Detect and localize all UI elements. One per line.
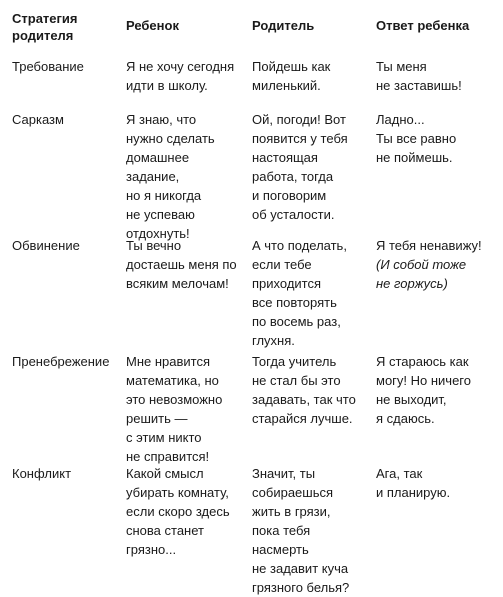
response-text-line: и планирую.	[376, 485, 451, 500]
child-text-line: убирать комнату,	[126, 485, 229, 500]
table-cell-response	[376, 464, 498, 502]
strategy-text-line: Конфликт	[12, 466, 72, 481]
child-text-line: Я не хочу сегодня	[126, 59, 235, 74]
parent-text-line: и поговорим	[252, 188, 327, 203]
table-cell-child	[126, 236, 248, 293]
table-cell-child	[126, 110, 248, 243]
child-text-line: если скоро здесь	[126, 504, 230, 519]
table-cell-strategy	[12, 57, 122, 76]
table-cell-child	[126, 464, 248, 559]
response-text-line: не выходит,	[376, 392, 447, 407]
child-text-line: нужно сделать	[126, 131, 215, 146]
table-cell-strategy	[12, 464, 122, 483]
parent-text-line: А что поделать,	[252, 238, 347, 253]
parent-text-line: глухня.	[252, 333, 295, 348]
child-text-line: решить —	[126, 411, 188, 426]
child-text-line: задание,	[126, 169, 180, 184]
parent-text-line: работа, тогда	[252, 169, 334, 184]
table-cell-response	[376, 57, 498, 95]
response-text-line: Ты все равно	[376, 131, 457, 146]
child-text-line: всяким мелочам!	[126, 276, 229, 291]
child-text-line: достаешь меня по	[126, 257, 237, 272]
child-text-line: математика, но	[126, 373, 219, 388]
table-cell-response	[376, 110, 498, 167]
table-cell-parent	[252, 352, 372, 428]
child-text-line: Какой смысл	[126, 466, 204, 481]
table-cell-child	[126, 57, 248, 95]
response-note-line: не горжусь)	[376, 276, 448, 291]
header-strategy-line: родителя	[12, 28, 74, 43]
parent-text-line: старайся лучше.	[252, 411, 353, 426]
header-child: Ребенок	[126, 18, 179, 33]
response-text-line: не заставишь!	[376, 78, 462, 93]
strategy-text-line: Обвинение	[12, 238, 80, 253]
child-text-line: домашнее	[126, 150, 190, 165]
table-cell-parent	[252, 464, 372, 597]
table-cell-response	[376, 236, 498, 293]
table-cell-strategy	[12, 110, 122, 129]
parent-text-line: Пойдешь как	[252, 59, 331, 74]
parent-text-line: Значит, ты	[252, 466, 316, 481]
parent-text-line: об усталости.	[252, 207, 335, 222]
table-cell-strategy	[12, 236, 122, 255]
strategy-text-line: Сарказм	[12, 112, 64, 127]
response-text-line: Я тебя ненавижу!	[376, 238, 482, 253]
response-text-line: я сдаюсь.	[376, 411, 435, 426]
child-text-line: не справится!	[126, 449, 210, 464]
strategy-text-line: Пренебрежение	[12, 354, 110, 369]
child-text-line: Я знаю, что	[126, 112, 197, 127]
child-text-line: грязно...	[126, 542, 177, 557]
parent-text-line: задавать, так что	[252, 392, 356, 407]
parent-text-line: по восемь раз,	[252, 314, 341, 329]
table-cell-parent	[252, 57, 372, 95]
child-text-line: Мне нравится	[126, 354, 211, 369]
parent-text-line: Ой, погоди! Вот	[252, 112, 346, 127]
parent-text-line: жить в грязи,	[252, 504, 331, 519]
header-strategy	[12, 10, 122, 44]
response-text-line: могу! Но ничего	[376, 373, 471, 388]
parent-text-line: не задавит куча	[252, 561, 349, 576]
parent-text-line: Тогда учитель	[252, 354, 337, 369]
table-cell-parent	[252, 236, 372, 350]
child-text-line: идти в школу.	[126, 78, 208, 93]
parent-text-line: настоящая	[252, 150, 318, 165]
response-text-line: Ага, так	[376, 466, 423, 481]
child-text-line: снова станет	[126, 523, 204, 538]
child-text-line: Ты вечно	[126, 238, 182, 253]
header-strategy-line: Стратегия	[12, 11, 78, 26]
header-parent: Родитель	[252, 18, 315, 33]
table-cell-strategy	[12, 352, 122, 371]
parent-text-line: насмерть	[252, 542, 309, 557]
response-text-line: Я стараюсь как	[376, 354, 469, 369]
child-text-line: отдохнуть!	[126, 226, 190, 241]
parent-text-line: не стал бы это	[252, 373, 341, 388]
parent-text-line: миленький.	[252, 78, 321, 93]
response-text-line: не поймешь.	[376, 150, 453, 165]
response-text-line: Ты меня	[376, 59, 427, 74]
parent-text-line: появится у тебя	[252, 131, 348, 146]
response-note-line: (И собой тоже	[376, 257, 467, 272]
table-cell-parent	[252, 110, 372, 224]
parent-text-line: собираешься	[252, 485, 334, 500]
parent-text-line: все повторять	[252, 295, 337, 310]
parent-text-line: грязного белья?	[252, 580, 350, 595]
strategy-text-line: Требование	[12, 59, 84, 74]
table-cell-response	[376, 352, 498, 428]
child-text-line: не успеваю	[126, 207, 195, 222]
response-text-line: Ладно...	[376, 112, 425, 127]
child-text-line: это невозможно	[126, 392, 223, 407]
child-text-line: но я никогда	[126, 188, 202, 203]
child-text-line: с этим никто	[126, 430, 202, 445]
parent-text-line: приходится	[252, 276, 322, 291]
table-cell-child	[126, 352, 248, 466]
header-response: Ответ ребенка	[376, 18, 470, 33]
parent-text-line: если тебе	[252, 257, 312, 272]
parent-text-line: пока тебя	[252, 523, 311, 538]
